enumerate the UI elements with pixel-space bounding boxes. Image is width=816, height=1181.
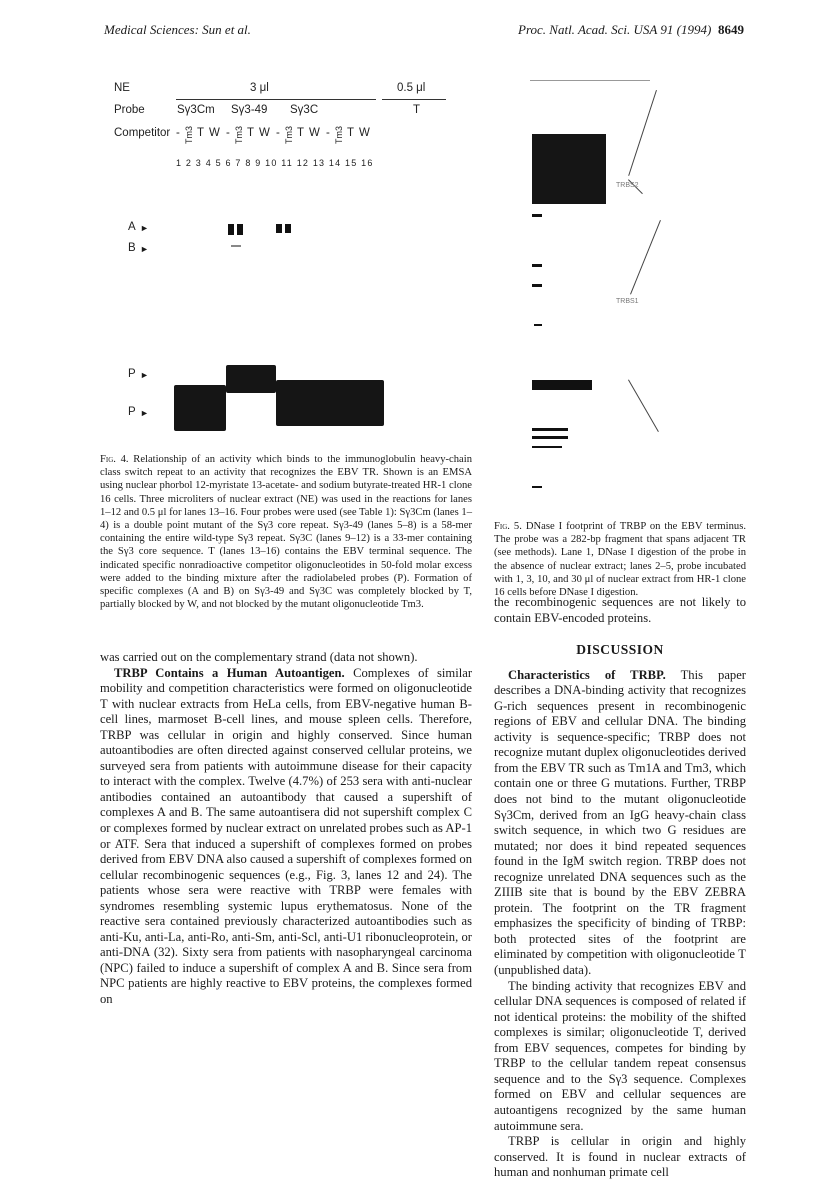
- ladder-band: [534, 324, 542, 326]
- journal-citation: Proc. Natl. Acad. Sci. USA 91 (1994): [518, 22, 712, 37]
- footprint-bracket-line: [628, 90, 657, 176]
- competitor-none: -: [226, 127, 230, 139]
- arrow-icon: ►: [140, 244, 149, 254]
- ladder-band: [532, 264, 542, 267]
- free-probe-smear: [174, 385, 226, 431]
- autoantigen-text: Complexes of similar mobility and competition characteristics were formed on oligonucleotide T with nuclear extracts from HeLa cells, from EBV-negative human B-cell lines, marmoset B-cell lines, and mouse spleen cells. Therefore, TRBP was cellular in origin and highly conserved. Since human autoantibodies are often directed against conserved cellular proteins, we surveyed sera from patients with autoimmune disease for their capacity to interact with the complex. Twelve (4.7%) of 253 sera with anti-nuclear antibodies contained an autoantibody that caused a supershift of complexes A and B. The same autoantisera did not supershift complex C or complexes formed by nuclear extract on unrelated probes such as AP-1 or ATF. Sera that induced a supershift of complexes formed on probes derived from EBV DNA also caused a supershift of complexes formed on cellular recombinogenic sequences (e.g., Fig. 3, lanes 12 and 24). The patients whose sera were reactive with TRBP were females with syndromes resembling systemic lupus erythematosus. None of the reactive sera contained previously characterized autoantibodies such as anti-Ku, anti-La, anti-Ro, anti-Sm, anti-Scl, anti-U1 ribonucleoprotein, or anti-DNA (32). Sixty sera from patients with nasopharyngeal carcinoma (NPC) failed to induce a supershift of complex A and B. Since sera from NPC patients are highly reactive to EBV proteins, the complexes formed on: [100, 665, 473, 1007]
- gel-top-edge: [530, 80, 650, 81]
- arrow-icon: ►: [140, 223, 149, 233]
- competitor-t: T: [347, 127, 355, 139]
- complex-a-band: [228, 224, 234, 235]
- probe-sg3-49: Sγ3-49: [231, 104, 268, 116]
- free-probe-smear: [276, 380, 384, 426]
- ladder-band: [532, 486, 542, 488]
- running-header-right: [518, 22, 744, 38]
- complex-a-band: [237, 224, 243, 235]
- probe-t: T: [413, 104, 421, 116]
- competitor-w: W: [309, 127, 320, 139]
- complex-a-band: [285, 224, 291, 233]
- running-header-left: Medical Sciences: Sun et al.: [104, 22, 251, 37]
- arrow-icon: ►: [140, 408, 149, 418]
- binding-activity-paragraph: The binding activity that recognizes EBV and cellular DNA sequences is composed of related if not identical proteins: the mobility of the shifted complexes is similar; oligonucleotide T, derived from EBV sequences, competes for binding by TRBP to the cellular tandem repeat consensus sequence and to the Sγ3 sequence. Complexes formed on EBV and cellular sequences are autoantigens recognized by the same human autoimmune sera.: [494, 978, 746, 1133]
- characteristics-text: This paper describes a DNA-binding activity that recognizes G-rich sequences present in recombinogenic regions of EBV and cellular DNA. The binding activity is sequence-specific; TRBP does not recognize mutant duplex oligonucleotides derived from the EBV TR such as Tm1A and Tm3, which contain one or three G mutations. Further, TRBP does not bind to the mutant oligonucleotide Sγ3Cm, derived from an IgG heavy-chain class switch sequence, in which two G residues are mutated; nor does it bind repeated sequences found in the IgM switch region. TRBP does not recognize unrelated DNA sequences such as the ZIIIB site that is bound by the EBV ZEBRA protein. The footprint on the TR fragment emphasizes the specificity of binding of TRBP: both protected sites of the footprint are eliminated by competition with oligonucleotide T (unpublished data).: [494, 667, 746, 978]
- lane-numbers: 1 2 3 4 5 6 7 8 9 10 11 12 13 14 15 16: [176, 158, 374, 168]
- continuation-paragraph: was carried out on the complementary strand (data not shown).: [100, 650, 418, 664]
- discussion-heading: DISCUSSION: [576, 642, 664, 658]
- probe-row-label: Probe: [114, 104, 145, 116]
- competitor-w: W: [209, 127, 220, 139]
- ne-value-05ul: 0.5 μl: [397, 82, 426, 94]
- left-column: [100, 650, 472, 1008]
- competitor-t: T: [197, 127, 205, 139]
- ladder-band: [532, 428, 568, 431]
- page-number: 8649: [718, 22, 744, 37]
- band-label-p-lower: P: [128, 406, 136, 418]
- competitor-t: T: [297, 127, 305, 139]
- arrow-icon: ►: [140, 370, 149, 380]
- competitor-tm3: Tm3: [334, 126, 344, 144]
- ne-bracket-1: [176, 99, 376, 100]
- figure-5-gel: [520, 80, 670, 500]
- lane-ladder-smear: [532, 134, 606, 204]
- competitor-w: W: [259, 127, 270, 139]
- figure-5-label: Fig. 5.: [494, 521, 522, 532]
- figure-4-label: Fig. 4.: [100, 454, 129, 465]
- footprint-site-label: TRBS2: [616, 182, 639, 189]
- ne-row-label: NE: [114, 82, 130, 94]
- subheading-characteristics: Characteristics of TRBP.: [508, 667, 666, 682]
- footprint-bracket-line: [628, 380, 659, 432]
- band-label-p-upper: P: [128, 368, 136, 380]
- ladder-band: [532, 214, 542, 217]
- free-probe-smear: [226, 365, 276, 393]
- complex-a-band: [276, 224, 282, 233]
- probe-sg3cm: Sγ3Cm: [177, 104, 215, 116]
- band-label-a: A: [128, 221, 136, 233]
- continuation-paragraph: the recombinogenic sequences are not likely to contain EBV-encoded proteins.: [494, 595, 746, 625]
- right-column: [494, 595, 746, 1181]
- ne-value-3ul: 3 μl: [250, 82, 269, 94]
- section-heading-autoantigen: TRBP Contains a Human Autoantigen.: [114, 665, 345, 680]
- competitor-t: T: [247, 127, 255, 139]
- competitor-none: -: [276, 127, 280, 139]
- ne-bracket-2: [382, 99, 446, 100]
- footprint-bracket-line: [630, 220, 661, 295]
- ladder-band: [532, 284, 542, 287]
- ladder-band: [532, 436, 568, 439]
- characteristics-paragraph: [494, 668, 746, 979]
- figure-5-caption-text: DNase I footprint of TRBP on the EBV terminus. The probe was a 282-bp fragment that spans adjacent TR (see methods). Lane 1, DNase I digestion of the probe in the absence of nuclear extract; lanes 2–5, probe incubated with 1, 3, 10, and 30 μl of nuclear extract from HR-1 clone 16 cells before DNase I digestion.: [494, 521, 746, 599]
- competitor-tm3: Tm3: [184, 126, 194, 144]
- ladder-band: [532, 446, 562, 448]
- complex-b-band: [231, 245, 241, 247]
- competitor-none: -: [176, 127, 180, 139]
- probe-sg3c: Sγ3C: [290, 104, 319, 116]
- competitor-none: -: [326, 127, 330, 139]
- figure-4-gel: [100, 80, 460, 450]
- figure-5-caption: [494, 520, 746, 599]
- band-label-b: B: [128, 242, 136, 254]
- figure-4-caption: [100, 453, 472, 611]
- ladder-band: [532, 380, 592, 390]
- competitor-tm3: Tm3: [284, 126, 294, 144]
- autoantigen-paragraph: [100, 666, 472, 1008]
- competitor-w: W: [359, 127, 370, 139]
- figure-4-caption-text: Relationship of an activity which binds to the immunoglobulin heavy-chain class switch repeat to an activity that recognizes the EBV TR. Shown is an EMSA using nuclear phorbol 12-myristate 13-acetate- and sodium butyrate-treated HR-1 clone 16 cells. Three microliters of nuclear extract (NE) was used in the reactions for lanes 1–12 and 0.5 μl for lanes 13–16. Four probes were used (see Table 1): Sγ3Cm (lanes 1–4) is a double point mutant of the Sγ3 core repeat. Sγ3-49 (lanes 5–8) is a 58-mer containing the entire wild-type Sγ3 repeat. Sγ3C (lanes 9–12) is a 33-mer containing the Sγ3 core sequence. T (lanes 13–16) contains the EBV terminal sequence. The indicated specific nonradioactive competitor oligonucleotides in 50-fold molar excess were added to the binding mixture after the radiolabeled probes (P). Formation of specific complexes (A and B) on Sγ3-49 and Sγ3C was completely blocked by T, partially blocked by W, and not blocked by the mutant oligonucleotide Tm3.: [100, 454, 472, 611]
- footprint-site-label: TRBS1: [616, 298, 639, 305]
- competitor-tm3: Tm3: [234, 126, 244, 144]
- competitor-row-label: Competitor: [114, 127, 171, 139]
- cellular-origin-paragraph: TRBP is cellular in origin and highly conserved. It is found in nuclear extracts of human and nonhuman primate cell: [494, 1134, 746, 1180]
